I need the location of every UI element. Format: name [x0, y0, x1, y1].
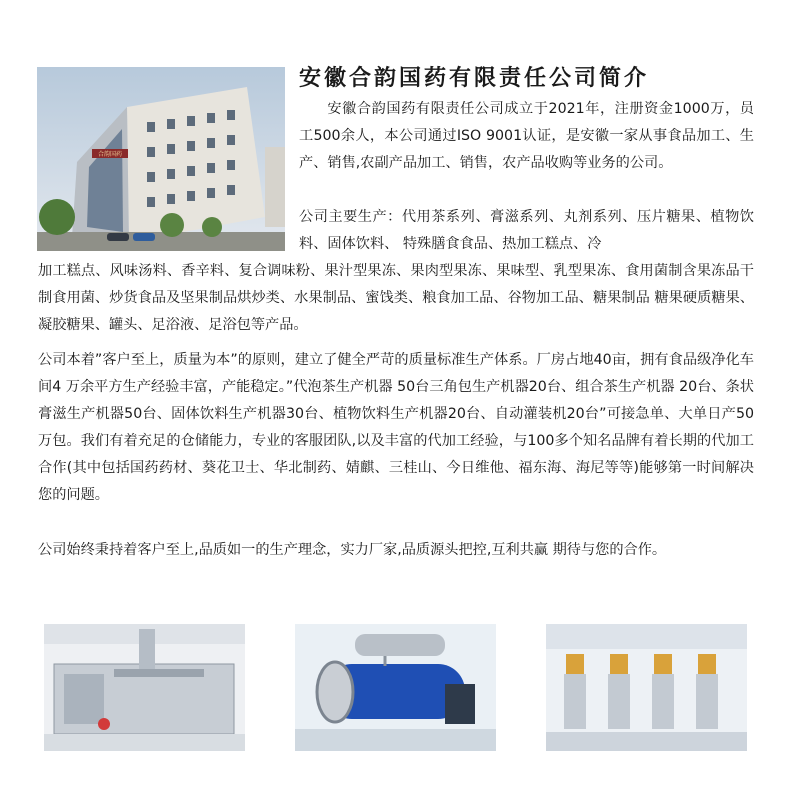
packaging-machine-photo — [44, 624, 245, 751]
products-paragraph-tail: 加工糕点、风味汤料、香辛料、复合调味粉、果汁型果冻、果肉型果冻、果味型、乳型果冻、食用菌制含果冻品干制食用菌、炒货食品及坚果制品烘炒类、水果制品、蜜饯类、粮食加工品、谷物加工品、糖果制品 糖果硬质糖果、凝胶糖果、罐头、足浴液、足浴包等产品。 — [38, 263, 754, 333]
intro-paragraph: 安徽合韵国药有限责任公司成立于2021年，注册资金1000万，员工500余人，本公司通过ISO 9001认证，是安徽一家从事食品加工、生产、销售,农副产品加工、销售，农产品收购等业务的公司。 — [299, 101, 754, 171]
sterilizer-machine-photo — [295, 624, 496, 751]
building-sign-text: 合韵国药 — [97, 151, 123, 158]
page-title: 安徽合韵国药有限责任公司简介 — [299, 66, 650, 91]
closing-paragraph: 公司始终秉持着客户至上,品质如一的生产理念，实力厂家,品质源头把控,互利共赢 期待与您的合作。 — [38, 542, 667, 558]
products-paragraph-head: 公司主要生产：代用茶系列、膏滋系列、丸剂系列、压片糖果、植物饮料、固体饮料、 特殊膳食食品、热加工糕点、冷 — [299, 209, 754, 252]
company-building-photo — [37, 67, 285, 251]
quality-paragraph: 公司本着”客户至上，质量为本”的原则，建立了健全严苛的质量标准生产体系。厂房占地40亩，拥有食品级净化车间4 万余平方生产经验丰富，产能稳定。”代泡茶生产机器 50台三角包生产机器20台、组合茶生产机器 20台、条状膏滋生产机器50台、固体饮料生产机器30台、植物饮料生产机器20台、自动灌装机20台”可接急单、大单日产50 万包。我们有着充足的仓储能力，专业的客服团队,以及丰富的代加工经验，与100多个知名品牌有着长期的代加工合作(其中包括国药药材、葵花卫士、华北制药、婧麒、三桂山、今日维他、福东海、海尼等等)能够第一时间解决您的问题。 — [38, 352, 754, 503]
production-line-photo — [546, 624, 747, 751]
